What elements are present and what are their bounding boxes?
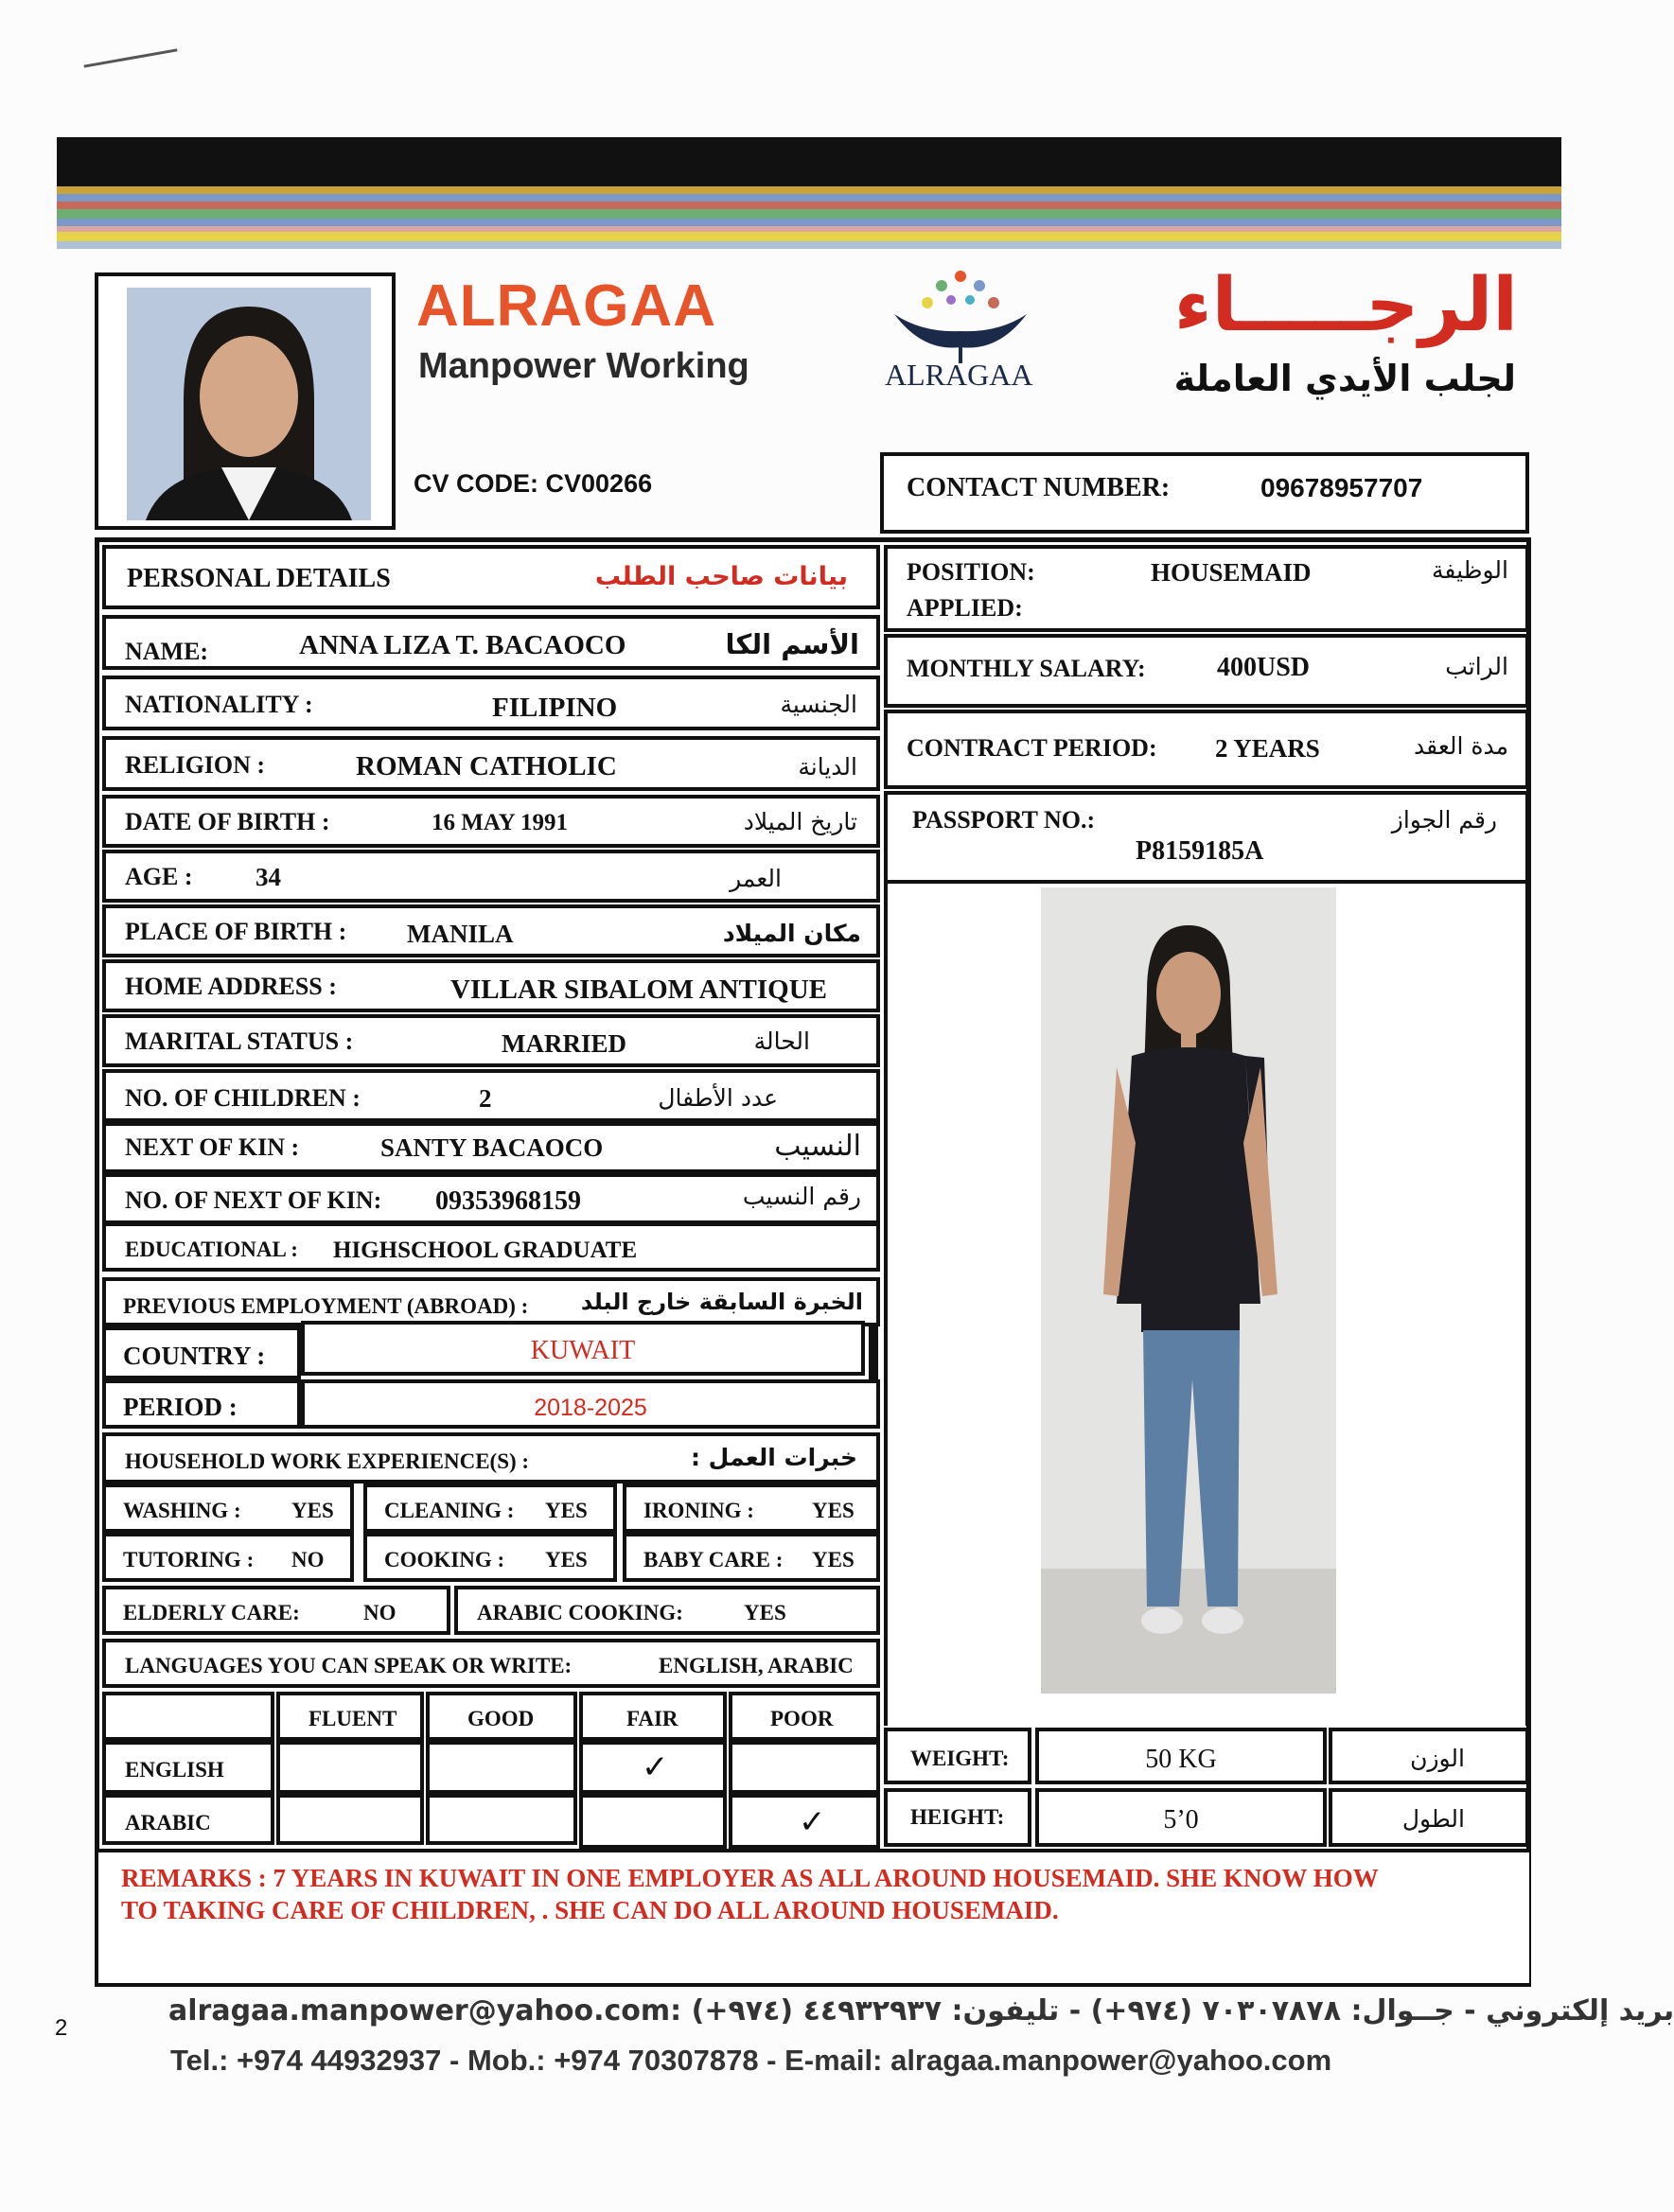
lang-level-poor-label: POOR — [770, 1707, 834, 1730]
babycare-cell — [623, 1533, 880, 1582]
check-icon: ✓ — [642, 1748, 669, 1786]
age-label-ar: العمر — [730, 865, 782, 892]
period-value-cell — [301, 1379, 880, 1429]
personal-details-title: PERSONAL DETAILS — [127, 564, 391, 593]
lotus-hands-logo-icon — [885, 257, 1036, 366]
tutoring-value: NO — [291, 1548, 325, 1571]
cooking-cell — [363, 1533, 617, 1582]
children-value: 2 — [479, 1084, 492, 1113]
height-ar-cell — [1329, 1788, 1529, 1847]
weight-value: 50 KG — [1145, 1745, 1217, 1774]
lang-english-label: ENGLISH — [125, 1758, 224, 1782]
kin-value: SANTY BACAOCO — [380, 1133, 604, 1162]
marital-value: MARRIED — [502, 1029, 626, 1058]
footer-contact-line-2: Tel.: +974 44932937 - Mob.: +974 70307878 - E-mail: alragaa.manpower@yahoo.com — [170, 2044, 1332, 2077]
pen-mark — [83, 48, 177, 67]
household-header — [102, 1432, 880, 1483]
lang-english-poor — [729, 1741, 880, 1794]
marital-label-ar: الحالة — [753, 1027, 810, 1055]
full-body-photo — [1041, 887, 1336, 1694]
babycare-label: BABY CARE : — [643, 1548, 784, 1571]
contract-row — [884, 710, 1529, 789]
household-title: HOUSEHOLD WORK EXPERIENCE(S) : — [125, 1449, 530, 1473]
ironing-cell — [623, 1483, 880, 1533]
height-label-ar: الطول — [1401, 1805, 1465, 1833]
weight-label-cell — [884, 1728, 1031, 1784]
brand-ar-sub: لجلب الأيدي العاملة — [1173, 358, 1516, 399]
position-value: HOUSEMAID — [1151, 558, 1312, 587]
arabic-cooking-label: ARABIC COOKING: — [477, 1601, 683, 1624]
lang-arabic-fluent — [276, 1794, 424, 1845]
personal-details-header — [102, 545, 880, 609]
name-label: NAME: — [125, 638, 209, 665]
name-row — [102, 615, 880, 670]
name-value: ANNA LIZA T. BACAOCO — [299, 630, 626, 660]
weight-label: WEIGHT: — [910, 1747, 1010, 1770]
tutoring-cell — [102, 1533, 354, 1582]
education-row — [102, 1222, 880, 1272]
contract-label-ar: مدة العقد — [1414, 732, 1508, 760]
nationality-row — [102, 676, 880, 730]
cleaning-label: CLEANING : — [384, 1499, 515, 1522]
religion-row — [102, 736, 880, 791]
age-value: 34 — [256, 863, 281, 891]
logo-text: ALRAGAA — [885, 358, 1033, 392]
elderly-label: ELDERLY CARE: — [123, 1601, 300, 1624]
pob-label-ar: مكان الميلاد — [722, 920, 861, 947]
marital-row — [102, 1014, 880, 1067]
kin-number-label: NO. OF NEXT OF KIN: — [125, 1186, 382, 1214]
height-label-cell — [884, 1788, 1031, 1847]
height-value-cell — [1035, 1788, 1327, 1847]
weight-label-ar: الوزن — [1410, 1745, 1465, 1772]
pob-row — [102, 904, 880, 957]
contract-label: CONTRACT PERIOD: — [907, 734, 1157, 762]
nationality-label: NATIONALITY : — [125, 691, 313, 718]
languages-value: ENGLISH, ARABIC — [659, 1654, 854, 1677]
country-divider — [869, 1326, 878, 1379]
contact-value: 09678957707 — [1260, 473, 1423, 502]
lang-level-fair — [579, 1692, 727, 1741]
nationality-value: FILIPINO — [492, 693, 618, 723]
kin-number-label-ar: رقم النسيب — [742, 1183, 861, 1210]
arabic-cooking-cell — [454, 1586, 880, 1635]
tutoring-label: TUTORING : — [123, 1548, 255, 1571]
salary-value: 400USD — [1217, 653, 1311, 682]
dob-label-ar: تاريخ الميلاد — [743, 808, 857, 835]
country-value-cell — [301, 1321, 865, 1376]
kin-row — [102, 1122, 880, 1173]
salary-label-ar: الراتب — [1445, 653, 1508, 680]
nationality-label-ar: الجنسية — [780, 691, 857, 718]
brand-sub: Manpower Working — [418, 346, 749, 386]
kin-label-ar: النسيب — [774, 1130, 861, 1163]
period-label-cell — [102, 1379, 301, 1429]
weight-ar-cell — [1329, 1728, 1529, 1784]
religion-label-ar: الديانة — [798, 753, 857, 781]
washing-label: WASHING : — [123, 1499, 241, 1522]
passport-label: PASSPORT NO.: — [912, 806, 1096, 834]
washing-value: YES — [291, 1499, 334, 1522]
position-label-2: APPLIED: — [907, 594, 1023, 622]
page-number: 2 — [55, 2015, 68, 2041]
lang-arabic-fair — [579, 1794, 727, 1849]
lang-level-fluent-label: FLUENT — [308, 1707, 397, 1730]
kin-number-row — [102, 1173, 880, 1224]
washing-cell — [102, 1483, 354, 1533]
cleaning-cell — [363, 1483, 617, 1533]
passport-label-ar: رقم الجواز — [1391, 806, 1497, 834]
lang-arabic-good — [426, 1794, 577, 1845]
children-label-ar: عدد الأطفال — [658, 1084, 778, 1112]
lang-grid-corner — [102, 1692, 274, 1741]
arabic-cooking-value: YES — [744, 1601, 786, 1624]
pob-value: MANILA — [407, 920, 514, 948]
contact-label: CONTACT NUMBER: — [907, 473, 1171, 502]
cooking-label: COOKING : — [384, 1548, 505, 1571]
position-label-ar: الوظيفة — [1432, 556, 1508, 584]
cv-code: CV CODE: CV00266 — [414, 469, 653, 498]
lang-arabic-label: ARABIC — [125, 1811, 211, 1835]
passport-value: P8159185A — [1136, 836, 1264, 866]
employment-header — [102, 1277, 880, 1326]
height-value: 5’0 — [1163, 1805, 1199, 1835]
salary-label: MONTHLY SALARY: — [907, 655, 1146, 682]
country-value: KUWAIT — [530, 1336, 636, 1365]
height-label: HEIGHT: — [910, 1805, 1005, 1829]
ironing-label: IRONING : — [643, 1499, 754, 1522]
lang-english-good — [426, 1741, 577, 1794]
period-label: PERIOD : — [123, 1393, 238, 1421]
country-label-cell — [102, 1326, 301, 1379]
household-title-ar: خبرات العمل : — [690, 1444, 857, 1471]
religion-label: RELIGION : — [125, 751, 266, 779]
employment-title: PREVIOUS EMPLOYMENT (ABROAD) : — [123, 1294, 529, 1318]
dob-label: DATE OF BIRTH : — [125, 808, 330, 835]
address-value: VILLAR SIBALOM ANTIQUE — [450, 974, 828, 1005]
contact-number-box — [880, 452, 1529, 534]
check-icon: ✓ — [799, 1803, 826, 1841]
education-label: EDUCATIONAL : — [125, 1238, 298, 1261]
marital-label: MARITAL STATUS : — [125, 1027, 354, 1055]
footer-contact-line-1: alragaa.manpower@yahoo.com: بريد إلكتروني - جــوال: ٧٠٣٠٧٨٧٨ (٩٧٤+) - تليفون: ٤٤٩٣٢٩٣٧ (٩٧٤+) — [168, 1994, 1674, 2028]
dob-row — [102, 795, 880, 848]
lang-level-fair-label: FAIR — [626, 1707, 678, 1730]
lang-level-good-label: GOOD — [467, 1707, 535, 1730]
position-row — [884, 545, 1529, 632]
personal-details-title-ar: بيانات صاحب الطلب — [594, 562, 848, 591]
cleaning-value: YES — [545, 1499, 588, 1522]
elderly-value: NO — [363, 1601, 396, 1624]
remarks-line-1: REMARKS : 7 YEARS IN KUWAIT IN ONE EMPLOYER AS ALL AROUND HOUSEMAID. SHE KNOW HOW — [121, 1864, 1379, 1892]
portrait-photo — [127, 288, 371, 520]
lang-english-fair — [579, 1741, 727, 1794]
lang-level-fluent — [276, 1692, 424, 1741]
cooking-value: YES — [545, 1548, 588, 1571]
brand-ar: الرجـــــاء — [1173, 263, 1518, 348]
position-label: POSITION: — [907, 558, 1035, 586]
pob-label: PLACE OF BIRTH : — [125, 918, 347, 945]
languages-row — [102, 1639, 880, 1688]
lang-english-fluent — [276, 1741, 424, 1794]
name-label-ar: الأسم الكا — [725, 628, 859, 660]
children-label: NO. OF CHILDREN : — [125, 1084, 361, 1112]
lang-row-arabic — [102, 1794, 274, 1845]
remarks-box — [98, 1849, 1529, 1983]
elderly-cell — [102, 1586, 450, 1635]
period-value: 2018-2025 — [534, 1395, 647, 1421]
education-value: HIGHSCHOOL GRADUATE — [333, 1238, 638, 1263]
dob-value: 16 MAY 1991 — [432, 810, 568, 835]
country-label: COUNTRY : — [123, 1342, 266, 1370]
babycare-value: YES — [812, 1548, 855, 1571]
ironing-value: YES — [812, 1499, 855, 1522]
remarks-line-2: TO TAKING CARE OF CHILDREN, . SHE CAN DO ALL AROUND HOUSEMAID. — [121, 1896, 1059, 1924]
children-row — [102, 1069, 880, 1122]
contract-value: 2 YEARS — [1215, 734, 1320, 763]
kin-number-value: 09353968159 — [435, 1186, 581, 1216]
languages-label: LANGUAGES YOU CAN SPEAK OR WRITE: — [125, 1654, 573, 1677]
age-label: AGE : — [125, 863, 193, 890]
full-body-photo-area — [884, 884, 1529, 1726]
lang-arabic-poor — [729, 1794, 880, 1849]
brand-en: ALRAGAA — [416, 273, 716, 339]
age-row — [102, 850, 880, 903]
lang-level-good — [426, 1692, 577, 1741]
address-label: HOME ADDRESS : — [125, 973, 337, 1000]
lang-row-english — [102, 1741, 274, 1794]
kin-label: NEXT OF KIN : — [125, 1133, 300, 1161]
passport-row — [884, 791, 1529, 884]
lang-level-poor — [729, 1692, 880, 1741]
weight-value-cell — [1035, 1728, 1327, 1784]
religion-value: ROMAN CATHOLIC — [356, 751, 617, 781]
employment-title-ar: الخبرة السابقة خارج البلد — [580, 1289, 863, 1315]
salary-row — [884, 634, 1529, 708]
portrait-photo-frame — [95, 272, 396, 530]
address-row — [102, 959, 880, 1012]
